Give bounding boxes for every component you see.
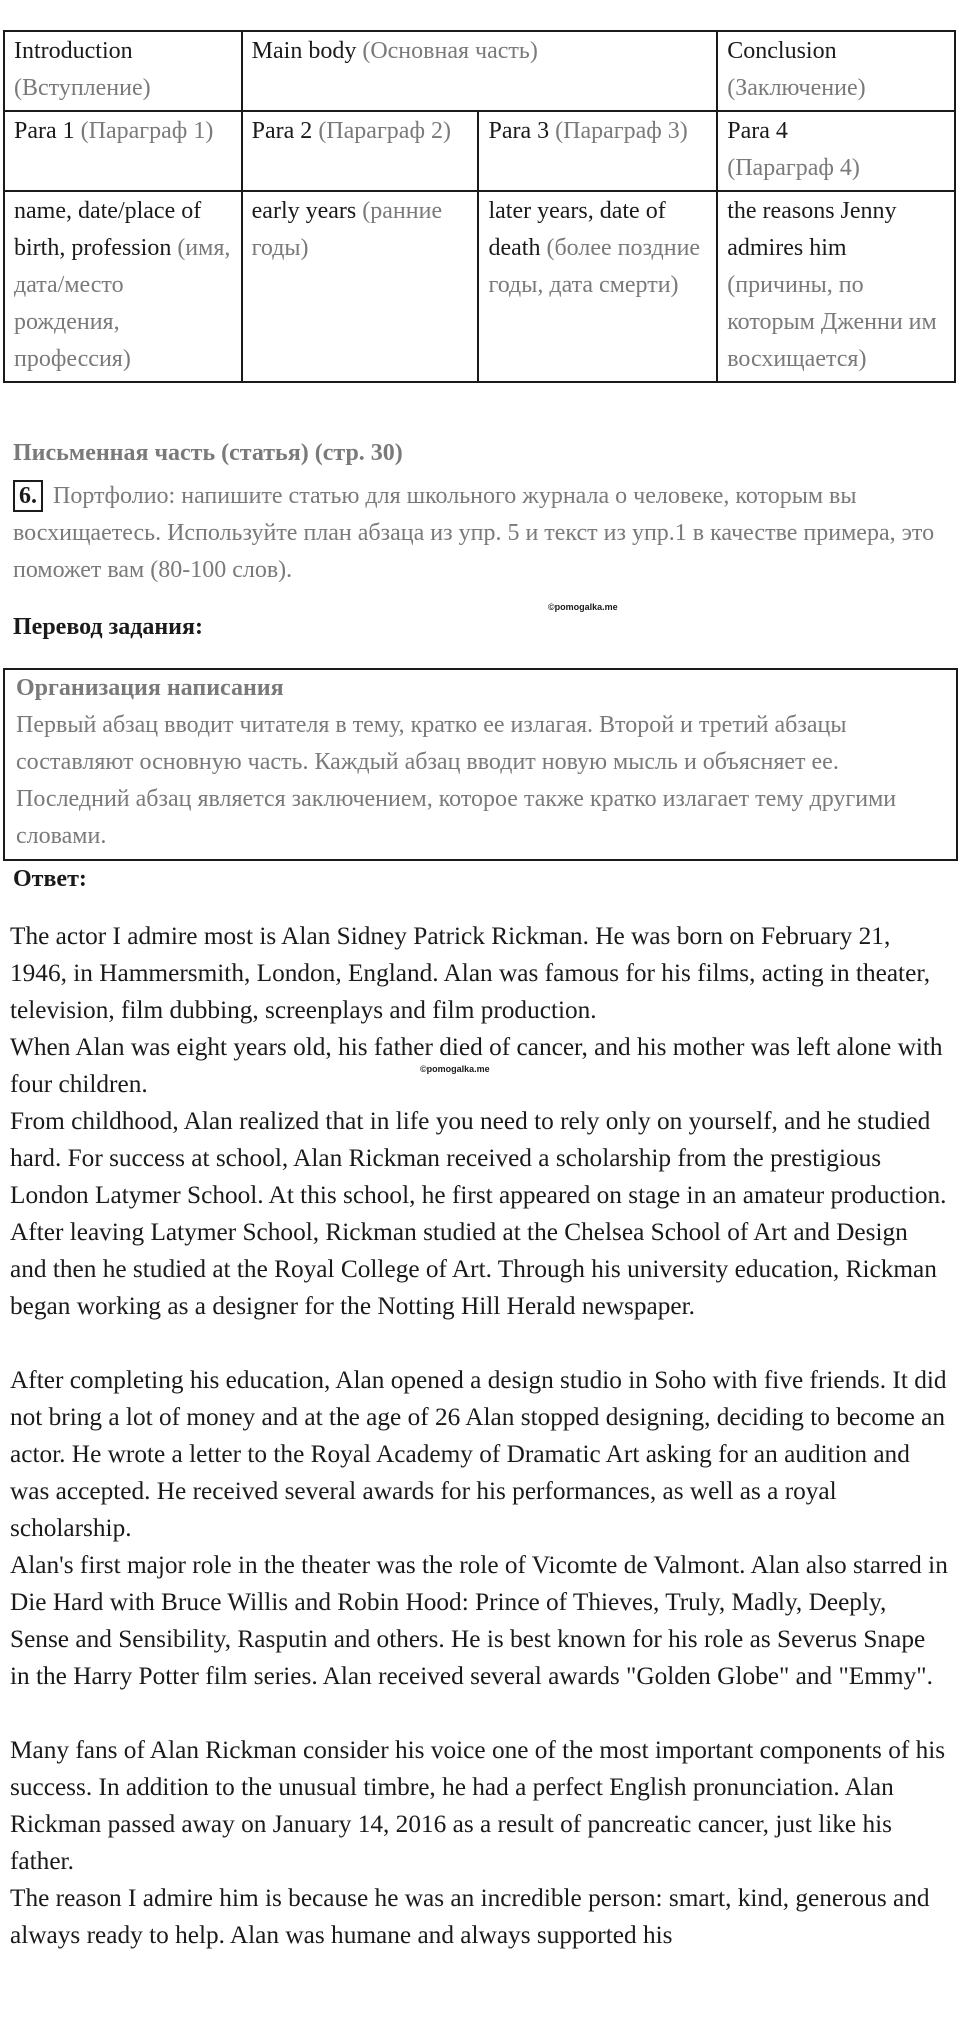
organization-box: [3, 668, 958, 861]
task-text: [13, 478, 943, 589]
answer-paragraph: The reason I admire him is because he was an incredible person: smart, kind, generous and always ready to help. Alan was humane and always supported his: [10, 1884, 930, 1949]
table-row: [4, 31, 955, 111]
table-cell-para-1-content: name, date/place of birth, profession (имя, дата/место рождения, профессия): [4, 191, 242, 382]
answer-paragraph: When Alan was eight years old, his father died of cancer, and his mother was left alone with four children.: [10, 1033, 943, 1098]
paragraph-gap: [10, 1325, 950, 1362]
table-cell-para-3-content: later years, date of death (более поздние годы, дата смерти): [478, 191, 717, 382]
task-description: Портфолио: напишите статью для школьного журнала о человеке, которым вы восхищаетесь. Используйте план абзаца из упр. 5 и текст из упр.1 в качестве примера, это поможет вам (80-100 слов).: [13, 483, 935, 583]
answer-heading: Ответ:: [13, 866, 87, 892]
table-cell-conclusion: Conclusion (Заключение): [717, 31, 955, 111]
organization-box-title: Организация написания: [16, 675, 284, 701]
table-cell-para-2: Para 2 (Параграф 2): [242, 111, 479, 191]
task-number: 6.: [13, 480, 43, 512]
table-cell-para-4: Para 4 (Параграф 4): [717, 111, 955, 191]
table-cell-para-4-content: the reasons Jenny admires him (причины, по которым Дженни им восхищается): [717, 191, 955, 382]
paragraph-plan-table: [3, 30, 956, 383]
translation-heading: Перевод задания:: [13, 614, 203, 640]
answer-paragraph: Many fans of Alan Rickman consider his voice one of the most important components of his success. In addition to the unusual timbre, he had a perfect English pronunciation. Alan Rickman passed away on January 14, 2016 as a result of pancreatic cancer, just like his father.: [10, 1736, 946, 1875]
table-row: [4, 111, 955, 191]
watermark: ©pomogalka.me: [548, 602, 618, 612]
answer-paragraph: The actor I admire most is Alan Sidney Patrick Rickman. He was born on February 21, 1946, in Hammersmith, London, England. Alan was famous for his films, acting in theater, television, film dubbing, screenplays and film production.: [10, 922, 931, 1024]
answer-paragraph: From childhood, Alan realized that in life you need to rely only on yourself, and he studied hard. For success at school, Alan Rickman received a scholarship from the prestigious London Latymer School. At this school, he first appeared on stage in an amateur production. After leaving Latymer School, Rickman studied at the Chelsea School of Art and Design and then he studied at the Royal College of Art. Through his university education, Rickman began working as a designer for the Notting Hill Herald newspaper.: [10, 1107, 947, 1320]
organization-box-text: Первый абзац вводит читателя в тему, кратко ее излагая. Второй и третий абзацы составляют основную часть. Каждый абзац вводит новую мысль и объясняет ее. Последний абзац является заключением, которое также кратко излагает тему другими словами.: [16, 712, 897, 849]
table-row: [4, 191, 955, 382]
table-cell-para-1: Para 1 (Параграф 1): [4, 111, 242, 191]
paragraph-gap: [10, 1695, 950, 1732]
table-cell-main-body: Main body (Основная часть): [242, 31, 718, 111]
table-cell-introduction: Introduction (Вступление): [4, 31, 242, 111]
table-cell-para-2-content: early years (ранние годы): [242, 191, 479, 382]
answer-text: [10, 918, 950, 1954]
watermark: ©pomogalka.me: [420, 1064, 490, 1074]
table-cell-para-3: Para 3 (Параграф 3): [478, 111, 717, 191]
answer-paragraph: After completing his education, Alan opened a design studio in Soho with five friends. It did not bring a lot of money and at the age of 26 Alan stopped designing, deciding to become an actor. He wrote a letter to the Royal Academy of Dramatic Art asking for an audition and was accepted. He received several awards for his performances, as well as a royal scholarship.: [10, 1366, 947, 1542]
answer-paragraph: Alan's first major role in the theater was the role of Vicomte de Valmont. Alan also starred in Die Hard with Bruce Willis and Robin Hood: Prince of Thieves, Truly, Madly, Deeply, Sense and Sensibility, Rasputin and others. He is best known for his role as Severus Snape in the Harry Potter film series. Alan received several awards "Golden Globe" and "Emmy".: [10, 1551, 948, 1690]
section-title: Письменная часть (статья) (стр. 30): [13, 440, 403, 466]
